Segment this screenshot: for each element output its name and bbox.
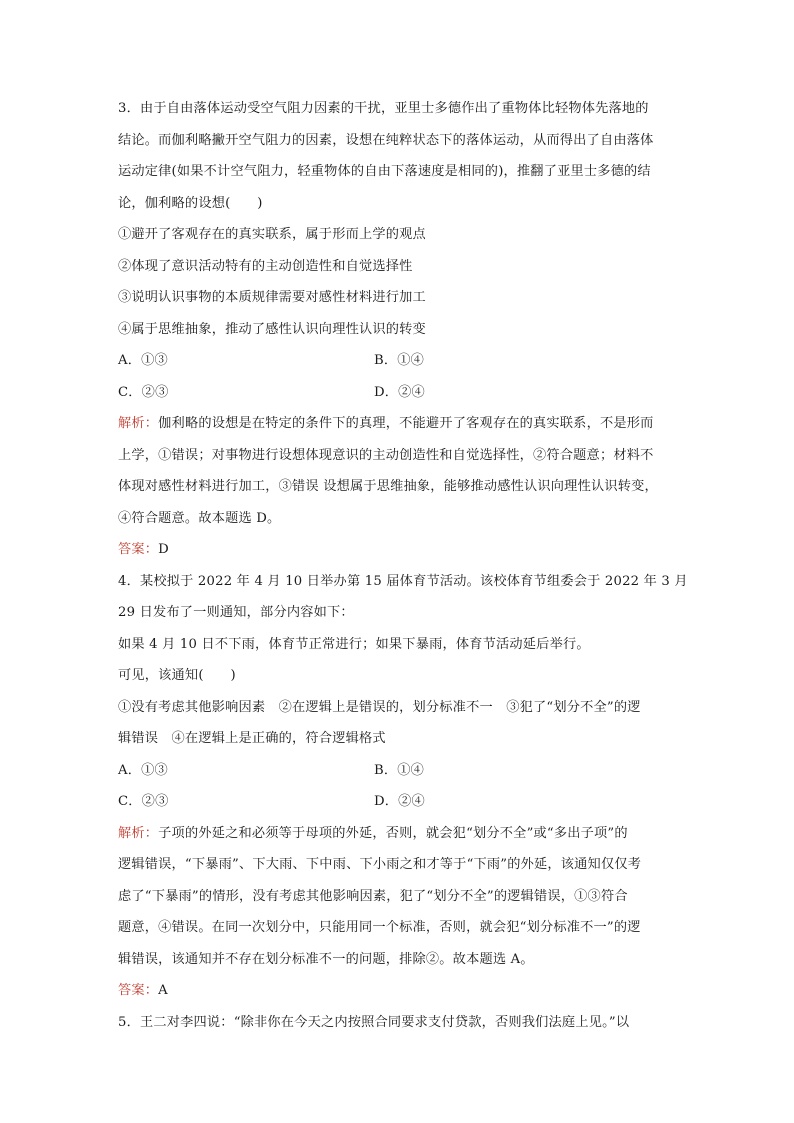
question-4-stem-line: 29 日发布了一则通知，部分内容如下：: [118, 605, 354, 620]
question-4-stem-line: 可见，该通知( ): [118, 668, 236, 683]
question-3-item: ④属于思维抽象，推动了感性认识向理性认识的转变: [118, 321, 426, 337]
question-3-item: ③说明认识事物的本质规律需要对感性材料进行加工: [118, 290, 426, 305]
question-3-options-row: [118, 385, 678, 401]
explanation-line: 辑错误，该通知并不存在划分标准不一的问题，排除②。故本题选 A。: [118, 951, 534, 967]
explanation-line: 体现对感性材料进行加工，③错误 设想属于思维抽象，能够推动感性认识向理性认识转变，: [118, 479, 658, 494]
option-a: A．①③: [118, 353, 168, 368]
explanation-line: 题意，④错误。在同一次划分中，只能用同一个标准，否则，就会犯“划分标准不一”的逻: [118, 920, 641, 935]
question-4: [118, 573, 688, 1000]
explanation-label: 解析：: [118, 416, 159, 431]
answer-label: 答案：: [118, 983, 159, 998]
question-3: [118, 101, 678, 558]
question-3-stem-line: 运动定律(如果不计空气阻力，轻重物体的自由下落速度是相同的)，推翻了亚里士多德的结: [118, 164, 651, 179]
question-4-options-row: [118, 763, 678, 779]
question-3-stem-line: 论，伽利略的设想( ): [118, 195, 263, 211]
question-5-stem-line: 5．王二对李四说：“除非你在今天之内按照合同要求支付贷款，否则我们法庭上见。”以: [118, 1014, 630, 1030]
option-b: B．①④: [374, 762, 425, 778]
answer-value: A: [158, 983, 168, 998]
question-4-options-row: [118, 794, 678, 810]
explanation-line: 上学，①错误；对事物进行设想体现意识的主动创造性和自觉选择性，②符合题意；材料不: [118, 447, 654, 463]
question-3-options-row: [118, 353, 678, 369]
question-3-stem-line: 结论。而伽利略撇开空气阻力的因素，设想在纯粹状态下的落体运动，从而得出了自由落体: [118, 132, 654, 148]
document-content: [118, 101, 688, 1046]
answer-line: [118, 542, 678, 558]
question-4-stem-line: 4．某校拟于 2022 年 4 月 10 日举办第 15 届体育节活动。该校体育节组委会于 2022 年 3 月: [118, 573, 688, 589]
explanation-line: 逻辑错误，“下暴雨”、下大雨、下中雨、下小雨之和才等于“下雨”的外延，该通知仅仅考: [118, 857, 642, 872]
explanation-label: 解析：: [118, 825, 159, 841]
explanation-line: [118, 826, 678, 842]
question-3-item: ①避开了客观存在的真实联系，属于形而上学的观点: [118, 227, 426, 242]
explanation-line: ④符合题意。故本题选 D。: [118, 510, 281, 526]
question-5: [118, 1015, 678, 1031]
question-3-item: ②体现了意识活动特有的主动创造性和自觉选择性: [118, 258, 413, 274]
answer-line: [118, 983, 678, 999]
option-d: D．②④: [374, 794, 425, 809]
option-a: A．①③: [118, 762, 168, 778]
option-c: C．②③: [118, 794, 169, 809]
explanation-text: 子项的外延之和必须等于母项的外延，否则，就会犯“划分不全”或“多出子项”的: [158, 825, 628, 841]
question-4-items-line: ①没有考虑其他影响因素 ②在逻辑上是错误的，划分标准不一 ③犯了“划分不全”的逻: [118, 699, 641, 715]
answer-value: D: [158, 542, 169, 557]
question-3-stem-line: 3．由于自由落体运动受空气阻力因素的干扰，亚里士多德作出了重物体比轻物体先落地的: [118, 101, 649, 116]
question-4-items-line: 辑错误 ④在逻辑上是正确的，符合逻辑格式: [118, 731, 386, 746]
answer-label: 答案：: [118, 542, 159, 557]
option-d: D．②④: [374, 384, 425, 400]
explanation-line: [118, 416, 678, 432]
option-c: C．②③: [118, 384, 169, 400]
option-b: B．①④: [374, 353, 425, 368]
explanation-text: 伽利略的设想是在特定的条件下的真理，不能避开了客观存在的真实联系，不是形而: [158, 416, 654, 431]
explanation-line: 虑了“下暴雨”的情形，没有考虑其他影响因素，犯了“划分不全”的逻辑错误，①③符合: [118, 888, 628, 904]
question-4-stem-line: 如果 4 月 10 日不下雨，体育节正常进行；如果下暴雨，体育节活动延后举行。: [118, 636, 590, 652]
